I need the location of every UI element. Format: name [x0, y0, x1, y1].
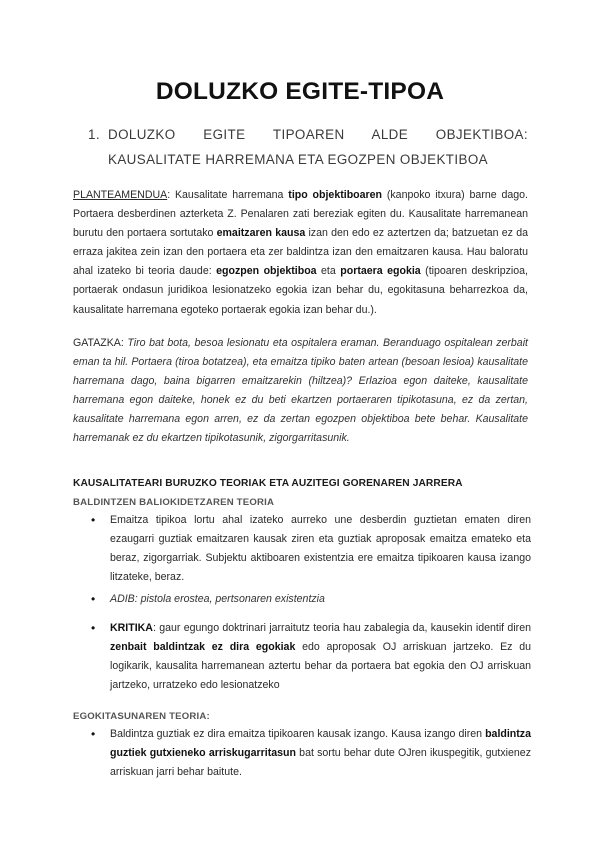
list-item	[91, 511, 531, 587]
bold-term: portaera egokia	[340, 265, 421, 278]
bold-term: emaitzaren kausa	[216, 227, 306, 240]
text-run: Baldintza guztiak ez dira emaitza tipikoaren kausak izango. Kausa izango diren	[110, 728, 486, 740]
bold-term: egozpen objektiboa	[216, 265, 317, 278]
list-item	[91, 725, 531, 782]
text-run: : gaur egungo doktrinari jarraitutz teoria hau zabalegia da, kausekin identif diren	[152, 622, 531, 634]
gatazka-paragraph	[73, 334, 528, 449]
kritika-label: KRITIKA	[110, 622, 153, 634]
text-run: edo aproposak OJ arriskuan jartzeko. Ez du logikarik, kausalita harremanean aztertu behar da portaera bat egokia den OJ arriskuan jartzeko, urratzeko edo lesionatzeko	[110, 641, 531, 691]
list-item-text	[110, 725, 531, 782]
gatazka-text: Tiro bat bota, besoa lesionatu eta ospitalera eraman. Beranduago ospitalean zerbait eman ta hil. Portaera (tiroa botatzea), eta emaitza tipiko baten artean (besoan lesioa) kausalitate harremana dago, baina bigarren emaitzarekin (hiltzea)? Erlazioa egon daiteke, kausalitate harremana egon daiteke, honek ez du beti ekartzen portaeraren tipikotasuna, ez da zertan, kausalitate harremana egon arren, ez da zertan egozpen objektiboa bete behar. Kausalitate harremanak ez du ekartzen tipikotasunik, zigorgarritasunik.	[73, 337, 528, 445]
list-item-text: Emaitza tipikoa lortu ahal izateko aurreko une desberdin guztietan ematen diren ezaugarri guztiak emaitzaren kausak ziren eta guztiak aproposak emaitza emateko eta beraz, zigorgarriak. Subjektu aktiboaren existentzia ere emaitza tipikoaren kausa izango litzateke, beraz.	[110, 514, 531, 583]
planteamendua-paragraph	[73, 186, 528, 320]
bullet-dot: •	[91, 592, 96, 606]
text-run: bat sortu behar dute OJren ikuspegitik, gutxienez arriskuan jarri behar baitute.	[110, 747, 531, 778]
text-run: (tipoaren deskripzioa, portaerak ondasun juridikoa lesionatzeko egokia izan behar du, egokitasuna beharrezkoa da, kausalitate harremana egoteko portaerak egokia izan behar du.).	[73, 265, 528, 316]
bullet-dot: •	[91, 513, 96, 527]
list-item-text	[110, 619, 531, 695]
planteamendua-label: PLANTEAMENDUA	[73, 189, 168, 201]
document-title: DOLUZKO EGITE-TIPOA	[155, 78, 445, 105]
section-1-heading	[88, 122, 528, 172]
section-heading-line-1: DOLUZKO EGITE TIPOAREN ALDE OBJEKTIBOA:	[108, 127, 528, 142]
text-run: (kanpoko itxura) barne dago. Portaera desberdinen azterketa Z. Penalaren zati bereziak egiten du. Kausalitate harremanean burutu den portaera sortutako	[73, 189, 528, 240]
bullet-dot: •	[91, 621, 96, 635]
bold-term: baldintza guztiek gutxieneko arriskugarritasun	[110, 728, 531, 759]
text-run: : Kausalitate harremana	[167, 189, 289, 201]
theories-heading: KAUSALITATEARI BURUZKO TEORIAK ETA AUZITEGI GORENAREN JARRERA	[73, 478, 463, 489]
gatazka-label: GATAZKA:	[73, 337, 124, 349]
baldintzen-heading: BALDINTZEN BALIOKIDETZAREN TEORIA	[73, 497, 275, 508]
text-run: eta	[316, 265, 341, 278]
list-item	[91, 590, 531, 609]
section-heading-line-2: KAUSALITATE HARREMANA ETA EGOZPEN OBJEKTIBOA	[108, 152, 488, 167]
bold-term: zenbait baldintzak ez dira egokiak	[110, 641, 296, 653]
example-text: ADIB: pistola erostea, pertsonaren existentzia	[110, 593, 325, 605]
bullet-dot: •	[91, 727, 96, 741]
egokitasun-heading: EGOKITASUNAREN TEORIA:	[73, 711, 210, 722]
list-item-text	[110, 590, 531, 609]
bold-term: tipo objektiboaren	[288, 189, 383, 201]
section-number: 1.	[88, 127, 100, 142]
text-run: izan den edo ez aztertzen da; batzuetan ez da erraza jakitea zein izan den portaera eta zer baldintza izan den emaitzaren kausa. Hau baloratu ahal izateko bi teoria daude:	[73, 227, 528, 278]
list-item	[91, 619, 531, 695]
